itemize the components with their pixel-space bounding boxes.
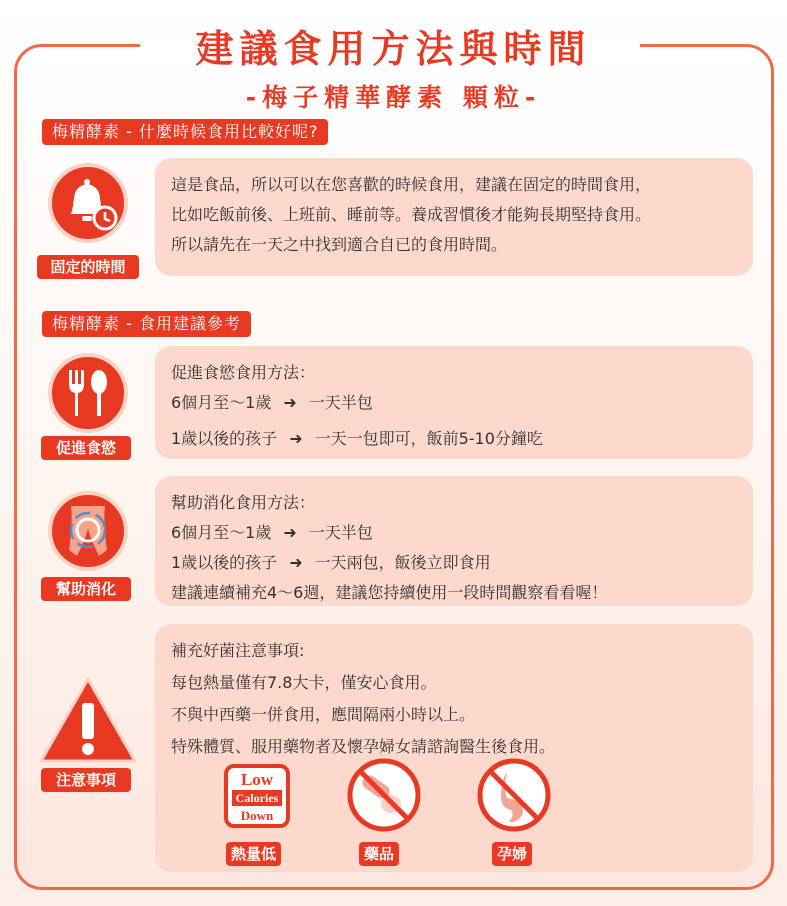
digestion-note: 建議連續補充4～6週，建議您持續使用一段時間觀察看看喔！	[171, 583, 608, 602]
notes-line-3: 特殊體質、服用藥物者及懷孕婦女請諮詢醫生後食用。	[171, 737, 556, 756]
arrow-icon: ➜	[283, 523, 297, 542]
icon-label-fixed-time: 固定的時間	[37, 255, 139, 279]
warning-icon	[37, 675, 139, 771]
appetite-heading: 促進食慾食用方法：	[171, 363, 316, 382]
digestion-row-1-who: 6個月至～1歲	[171, 523, 272, 542]
badge-label-pregnant: 孕婦	[492, 842, 532, 866]
digestion-row-2	[171, 548, 737, 578]
icon-label-appetite: 促進食慾	[41, 436, 131, 460]
section-tag-usage: 梅精酵素 - 食用建議參考	[42, 311, 251, 337]
low-text: Low	[240, 770, 274, 789]
page-title: 建議食用方法與時間	[195, 27, 592, 71]
digestion-row-2-who: 1歲以後的孩子	[171, 553, 278, 572]
notes-heading: 補充好菌注意事項:	[171, 641, 305, 660]
page-subtitle: -梅子精華酵素 顆粒-	[245, 83, 542, 112]
badge-label-low-calories: 熱量低	[226, 842, 281, 866]
fork-spoon-icon	[47, 352, 129, 438]
calories-text: Calories	[235, 791, 279, 805]
digestion-box	[155, 476, 753, 606]
appetite-row-2-who: 1歲以後的孩子	[171, 429, 278, 448]
appetite-row-1-who: 6個月至～1歲	[171, 393, 272, 412]
notes-box	[155, 624, 753, 872]
no-pregnant-icon	[477, 758, 551, 836]
arrow-icon: ➜	[289, 429, 303, 448]
appetite-row-1-dose: 一天半包	[308, 393, 373, 412]
appetite-row-1	[171, 388, 737, 418]
arrow-icon: ➜	[289, 553, 303, 572]
appetite-row-2	[171, 424, 737, 454]
digestion-row-1	[171, 518, 737, 548]
appetite-row-2-dose: 一天一包即可，飯前5-10分鐘吃	[314, 429, 543, 448]
down-text: Down	[240, 808, 274, 823]
when-line-1: 這是食品，所以可以在您喜歡的時候食用，建議在固定的時間食用，	[171, 175, 652, 194]
when-line-3: 所以請先在一天之中找到適合自已的食用時間。	[171, 235, 508, 254]
badge-label-medicine: 藥品	[359, 842, 399, 866]
section-tag-when: 梅精酵素 - 什麼時候食用比較好呢?	[42, 119, 328, 145]
when-info-box	[155, 158, 753, 276]
digestion-heading: 幫助消化食用方法：	[171, 493, 316, 512]
notes-line-2: 不與中西藥一併食用，應間隔兩小時以上。	[171, 705, 476, 724]
low-calories-icon	[222, 762, 292, 834]
bell-clock-icon	[47, 162, 129, 248]
icon-label-digestion: 幫助消化	[41, 577, 131, 601]
stomach-icon	[47, 490, 129, 576]
icon-label-notes: 注意事項	[41, 768, 131, 792]
digestion-row-1-dose: 一天半包	[308, 523, 373, 542]
when-line-2: 比如吃飯前後、上班前、睡前等。養成習慣後才能夠長期堅持食用。	[171, 205, 652, 224]
digestion-row-2-dose: 一天兩包，飯後立即食用	[314, 553, 491, 572]
arrow-icon: ➜	[283, 393, 297, 412]
notes-line-1: 每包熱量僅有7.8大卡，僅安心食用。	[171, 673, 437, 692]
no-medicine-icon	[347, 758, 421, 836]
appetite-box	[155, 346, 753, 459]
